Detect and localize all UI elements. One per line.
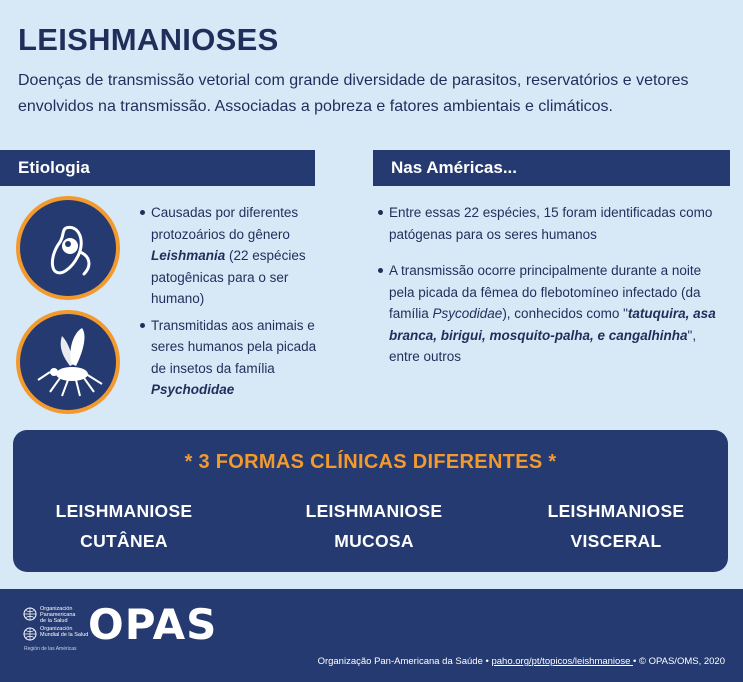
form-mucosa: LEISHMANIOSE MUCOSA — [305, 501, 443, 551]
page-subtitle: Doenças de transmissão vetorial com grande diversidade de parasitos, reservatórios e vetores envolvidos na transmissão. Associadas a pobreza e fatores ambientais e climáticos. — [18, 72, 689, 115]
etiologia-bullet-1: Causadas por diferentes protozoários do gênero Leishmania (22 espécies patogênicas para o ser humano) — [140, 202, 318, 310]
parasite-icon — [16, 196, 120, 300]
clinical-forms-title: * 3 FORMAS CLÍNICAS DIFERENTES * — [184, 451, 557, 473]
sandfly-icon — [16, 310, 120, 414]
americas-bullet-2: A transmissão ocorre principalmente durante a noite pela picada da fêmea do flebotomíneo infectado (da família Psycodidae), conhecidos como "tatuquira, asa branca, birigui, mosquito-palha, e cangalhinha", entre outros — [378, 260, 728, 368]
americas-list — [378, 202, 728, 368]
form-cutanea: LEISHMANIOSE CUTÂNEA — [55, 501, 193, 551]
clinical-forms-panel — [13, 430, 728, 572]
footer — [0, 589, 743, 682]
opas-logo: OPAS — [88, 600, 218, 649]
who-org: Organización Mundial de la Salud — [40, 626, 88, 646]
etiologia-heading: Etiologia — [0, 150, 315, 186]
etiologia-list — [140, 202, 318, 401]
globe-icon — [23, 607, 37, 621]
form-visceral: LEISHMANIOSE VISCERAL — [547, 501, 685, 551]
footer-credit: Organização Pan-Americana da Saúde • paho.org/pt/topicos/leishmaniose • © OPAS/OMS, 2020 — [317, 656, 725, 667]
globe-icon — [23, 627, 37, 641]
page-title: LEISHMANIOSES — [18, 22, 279, 57]
americas-heading: Nas Américas... — [373, 150, 730, 186]
americas-bullet-1: Entre essas 22 espécies, 15 foram identificadas como patógenas para os seres humanos — [378, 202, 728, 245]
region-label: Región de las Américas — [24, 646, 77, 652]
etiologia-bullet-2: Transmitidas aos animais e seres humanos pela picada de insetos da família Psychodidae — [140, 315, 318, 401]
paho-org: Organización Panamericana de la Salud — [40, 606, 88, 626]
topic-link[interactable]: paho.org/pt/topicos/leishmaniose — [491, 656, 633, 667]
org-names — [40, 606, 88, 646]
